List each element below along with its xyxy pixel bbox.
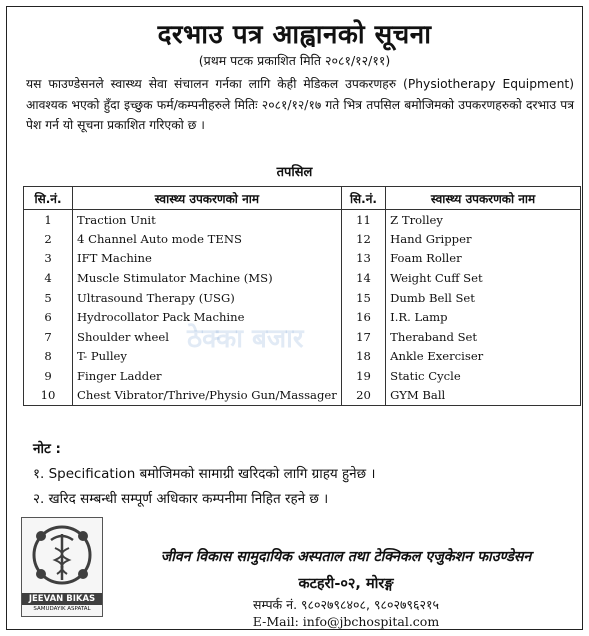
- organization-address: कटहरी-०२, मोरङ्ग: [298, 576, 394, 592]
- note-item: २. खरिद सम्बन्धी सम्पूर्ण अधिकार कम्पनीमा निहित रहने छ ।: [33, 491, 329, 507]
- item-sn: 10: [24, 386, 73, 406]
- notice-frame: [6, 6, 583, 630]
- table-header-row: [24, 187, 581, 210]
- item-name: 4 Channel Auto mode TENS: [73, 229, 342, 249]
- item-sn: 15: [341, 288, 385, 308]
- notes-label: नोट :: [33, 441, 61, 457]
- item-sn: 18: [341, 347, 385, 367]
- item-name: Ankle Exerciser: [386, 347, 581, 367]
- item-sn: 2: [24, 229, 73, 249]
- table-row: [24, 249, 581, 269]
- item-sn: 17: [341, 327, 385, 347]
- organization-logo: [21, 517, 103, 617]
- item-name: Theraband Set: [386, 327, 581, 347]
- logo-tagline: SAMUDAYIK ASPATAL: [33, 606, 91, 612]
- equipment-table: [23, 186, 581, 406]
- item-name: GYM Ball: [386, 386, 581, 406]
- item-name: IFT Machine: [73, 249, 342, 269]
- item-name: Hand Gripper: [386, 229, 581, 249]
- note-item: १. Specification बमोजिमको सामाग्री खरिदको लागि ग्राहय हुनेछ ।: [33, 466, 376, 482]
- item-sn: 3: [24, 249, 73, 269]
- item-sn: 13: [341, 249, 385, 269]
- item-name: Muscle Stimulator Machine (MS): [73, 268, 342, 288]
- item-sn: 20: [341, 386, 385, 406]
- table-row: [24, 229, 581, 249]
- caduceus-icon: [29, 522, 95, 590]
- table-row: [24, 268, 581, 288]
- table-row: [24, 210, 581, 230]
- item-name: Traction Unit: [73, 210, 342, 230]
- organization-name: जीवन विकास सामुदायिक अस्पताल तथा टेक्निकल एजुकेशन फाउण्डेसन: [160, 549, 532, 565]
- notes-section: [33, 437, 376, 512]
- item-sn: 11: [341, 210, 385, 230]
- item-sn: 7: [24, 327, 73, 347]
- item-name: Dumb Bell Set: [386, 288, 581, 308]
- contact-email: E-Mail: info@jbchospital.com: [252, 614, 440, 629]
- item-name-header: स्वास्थ्य उपकरणको नाम: [73, 187, 342, 210]
- sn-header: सि.नं.: [341, 187, 385, 210]
- watermark: ठेक्का बजार: [187, 324, 304, 354]
- logo-name: JEEVAN BIKAS: [22, 593, 102, 605]
- table-row: [24, 366, 581, 386]
- item-name: Chest Vibrator/Thrive/Physio Gun/Massager: [73, 386, 342, 406]
- contact-numbers: सम्पर्क नं. ९८०२७९८४०८, ९८०२७९६२१५: [253, 597, 439, 612]
- table-row: [24, 386, 581, 406]
- item-sn: 14: [341, 268, 385, 288]
- item-sn: 9: [24, 366, 73, 386]
- table-row: [24, 288, 581, 308]
- item-name: Finger Ladder: [73, 366, 342, 386]
- item-sn: 19: [341, 366, 385, 386]
- item-sn: 5: [24, 288, 73, 308]
- item-sn: 8: [24, 347, 73, 367]
- item-sn: 1: [24, 210, 73, 230]
- item-name: I.R. Lamp: [386, 307, 581, 327]
- item-name: Z Trolley: [386, 210, 581, 230]
- item-sn: 6: [24, 307, 73, 327]
- publish-date: (प्रथम पटक प्रकाशित मिति २०८१/१२/११): [198, 53, 391, 68]
- item-name: Hydrocollator Pack Machine: [73, 307, 342, 327]
- item-sn: 12: [341, 229, 385, 249]
- notice-title: दरभाउ पत्र आह्वानको सूचना: [157, 20, 432, 50]
- intro-paragraph: यस फाउण्डेसनले स्वास्थ्य सेवा संचालन गर्नका लागि केही मेडिकल उपकरणहरु (Physiotherapy Equipment) आवश्यक भएको हुँदा इच्छुक फर्म/कम्पनीहरुले मितिः २०८१/१२/१७ गते भित्र तपसिल बमोजिमको उपकरणहरुको दरभाउ पत्र पेश गर्न यो सूचना प्रकाशित गरिएको छ ।: [26, 77, 574, 133]
- item-name-header: स्वास्थ्य उपकरणको नाम: [386, 187, 581, 210]
- item-sn: 16: [341, 307, 385, 327]
- item-name: Ultrasound Therapy (USG): [73, 288, 342, 308]
- item-name: Foam Roller: [386, 249, 581, 269]
- item-sn: 4: [24, 268, 73, 288]
- sn-header: सि.नं.: [24, 187, 73, 210]
- item-name: T- Pulley: [73, 347, 342, 367]
- item-name: Static Cycle: [386, 366, 581, 386]
- item-name: Weight Cuff Set: [386, 268, 581, 288]
- item-name: Shoulder wheel: [73, 327, 342, 347]
- schedule-heading: तपसिल: [276, 165, 313, 180]
